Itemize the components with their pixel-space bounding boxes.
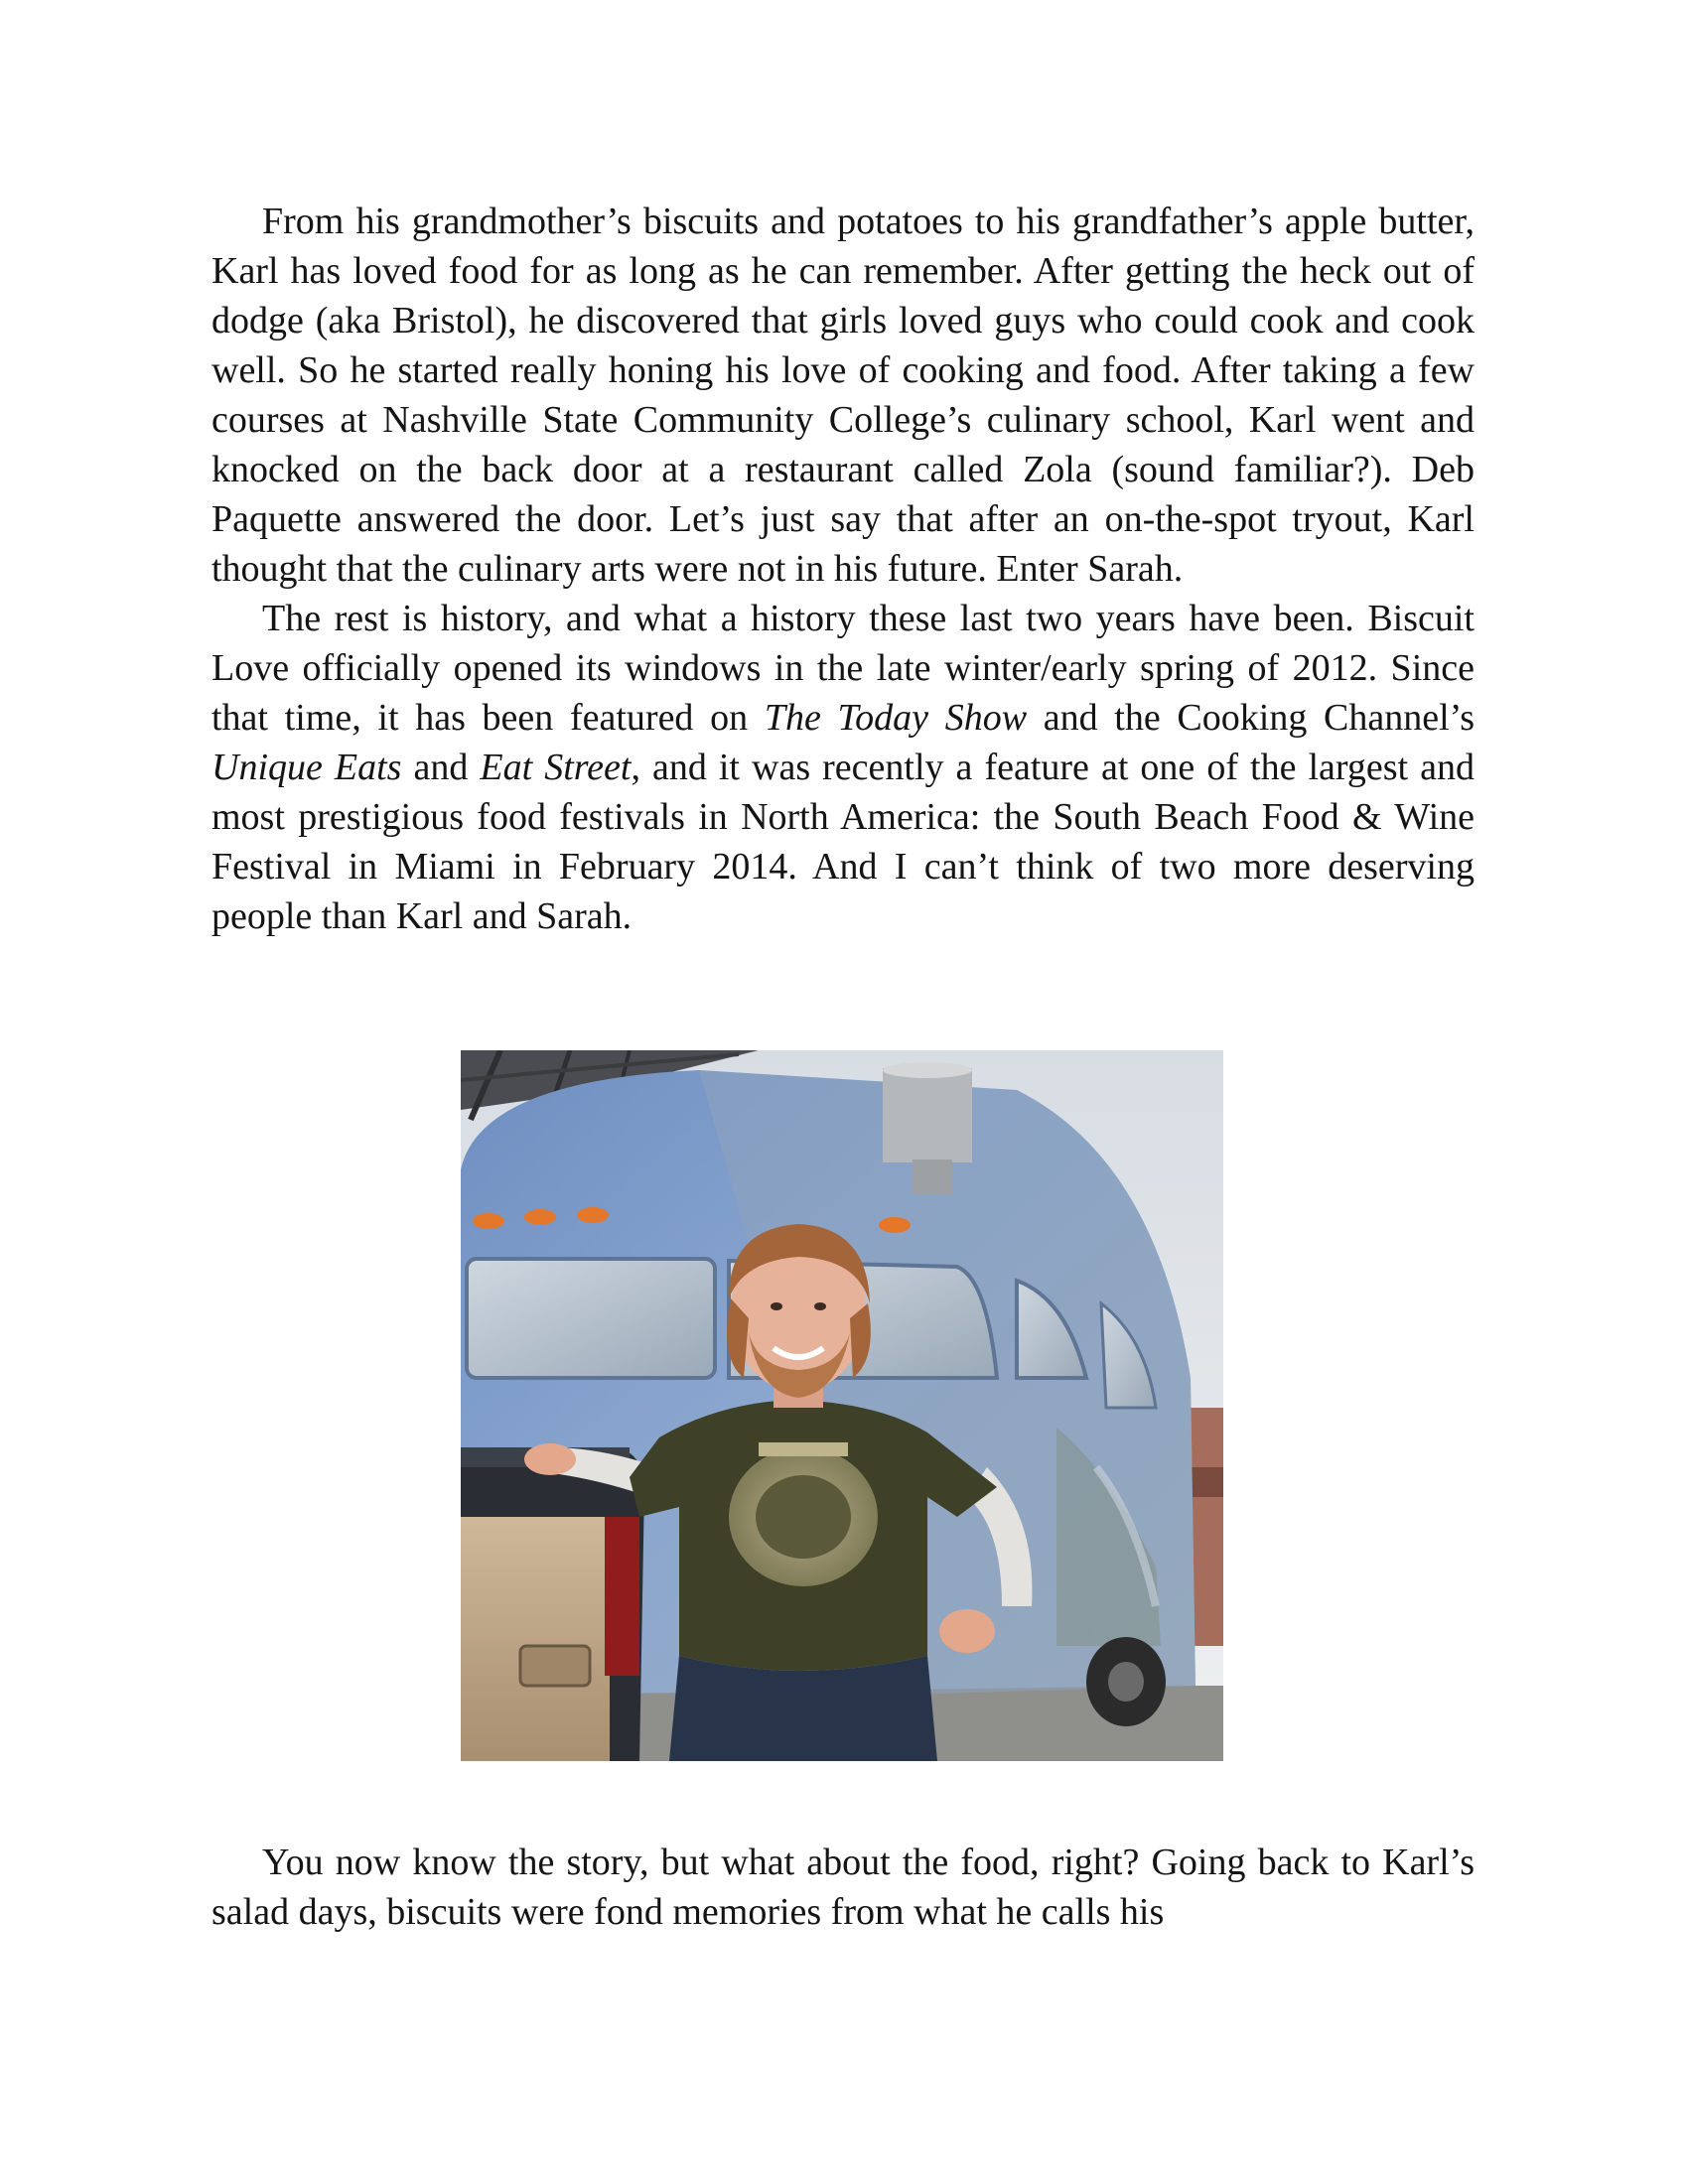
text-segment: and [401,747,481,788]
body-text-bottom [211,1838,1475,1937]
body-text-top [211,197,1475,941]
paragraph-biscuit-love-history [211,594,1475,941]
text-segment: The rest is history, and what a history these last two years have been. Biscuit Love officially opened its windows in the late winter/early spring of 2012. Since that time, it has been featured on [211,598,1475,739]
text-segment: , and it was recently a feature at one of the largest and most prestigious food festivals in North America: the South Beach Food & Wine Festival in Miami in February 2014. And I can’t think of two more deserving people than Karl and Sarah. [211,747,1475,937]
italic-show-title: The Today Show [764,697,1028,739]
paragraph-karl-background: From his grandmother’s biscuits and potatoes to his grandfather’s apple butter, Karl has loved food for as long as he can remember. After getting the heck out of dodge (aka Bristol), he discovered that girls loved guys who could cook and cook well. So he started really honing his love of cooking and food. After taking a few courses at Nashville State Community College’s culinary school, Karl went and knocked on the back door at a restaurant called Zola (sound familiar?). Deb Paquette answered the door. Let’s just say that after an on-the-spot tryout, Karl thought that the culinary arts were not in his future. Enter Sarah. [211,201,1475,590]
paragraph-food-intro: You now know the story, but what about the food, right? Going back to Karl’s salad days, biscuits were fond memories from what he calls his [211,1842,1475,1933]
italic-show-title: Eat Street [480,747,632,788]
text-segment: and the Cooking Channel’s [1027,697,1475,739]
italic-show-title: Unique Eats [211,747,402,788]
photo-karl-airstream [461,1050,1223,1761]
